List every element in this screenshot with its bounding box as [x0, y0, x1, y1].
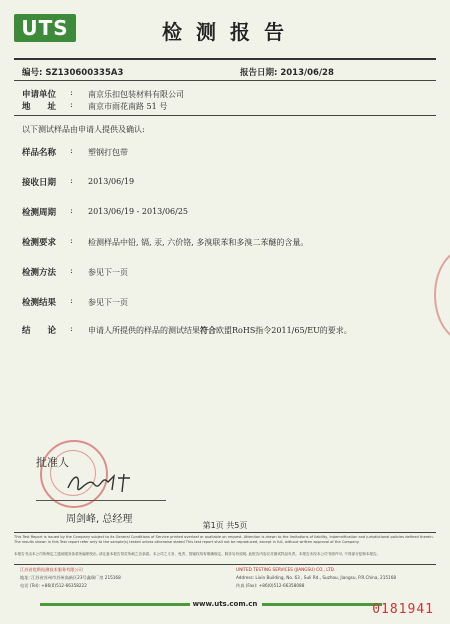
company-address-en: Address: Lixin Building, No. 63 , Suli Rd., Suzhou, Jiangsu, P.R.China, 215168 — [236, 575, 397, 580]
address-value: 南京市雨花南路 51 号 — [88, 102, 168, 111]
method-colon: : — [70, 266, 73, 276]
requirement-colon: : — [70, 236, 73, 246]
method-label: 检测方法 — [22, 268, 57, 278]
address-colon: : — [70, 100, 73, 110]
result-value: 参见下一页 — [88, 298, 128, 307]
received-colon: : — [70, 176, 73, 186]
company-phone: 电话 (Tel): +86(0)512-66358222 — [20, 583, 87, 588]
applicant-label: 申请单位 — [22, 90, 57, 100]
address-label: 地 址 — [22, 102, 57, 112]
applicant-value: 南京乐扣包装材料有限公司 — [88, 90, 184, 99]
company-name-en: UNITED TESTING SERVICES (JIANGSU) CO., LTD. — [236, 567, 336, 572]
company-address-cn: 地址: 江苏省苏州市苏州高新区23号鑫瑞厂房 215168 — [20, 575, 121, 580]
sample-colon: : — [70, 146, 73, 156]
conclusion-colon: : — [70, 324, 73, 334]
result-label: 检测结果 — [22, 298, 57, 308]
conclusion-prefix: 申请人所提供的样品的测试结果 — [88, 326, 200, 335]
handwritten-signature — [64, 470, 134, 494]
report-number: 编号: SZ130600335A3 — [22, 68, 124, 78]
received-value: 2013/06/19 — [88, 177, 135, 186]
test-period-label: 检测周期 — [22, 208, 57, 218]
header-rule — [14, 58, 436, 60]
report-date: 报告日期: 2013/06/28 — [240, 68, 334, 78]
method-value: 参见下一页 — [88, 268, 128, 277]
conclusion-suffix: 欧盟RoHS指令2011/65/EU的要求。 — [216, 326, 352, 335]
edge-seal-stamp — [434, 248, 450, 342]
uts-logo: UTS — [14, 14, 76, 42]
test-period-value: 2013/06/19 - 2013/06/25 — [88, 207, 189, 216]
page-number: 第1页 共5页 — [202, 521, 248, 530]
terms-chinese: 本报告书由本公司所制定之通用服务条款所编制发出, 请注意本报告背页所载之各条款。本公司之义务、免责、管辖权均有明确规定。除非另有说明, 此报告内容仅对测试样品负责。本报告未经本公司书面许可, 不得部分复制本报告。 — [14, 552, 381, 556]
footer-rule — [14, 532, 436, 533]
applicant-rule — [14, 115, 436, 116]
sample-value: 塑钢打包带 — [88, 148, 128, 157]
approver-label: 批准人 — [36, 456, 69, 469]
website-url: www.uts.com.cn — [192, 600, 258, 608]
test-period-colon: : — [70, 206, 73, 216]
applicant-colon: : — [70, 88, 73, 98]
received-label: 接收日期 — [22, 178, 57, 188]
conclusion-verdict: 符合 — [200, 325, 216, 335]
conclusion-label: 结 论 — [22, 326, 57, 336]
company-name-cn: 江苏省优斯检测技术服务有限公司 — [20, 567, 83, 572]
signature-line — [36, 500, 166, 501]
requirement-value: 检测样品中铅, 镉, 汞, 六价铬, 多溴联苯和多溴二苯醚的含量。 — [88, 238, 309, 247]
address-rule — [14, 564, 436, 565]
result-colon: : — [70, 296, 73, 306]
sample-label: 样品名称 — [22, 148, 57, 158]
header-rule-bottom — [14, 80, 436, 81]
serial-number: 0181941 — [372, 602, 434, 617]
conclusion-value — [88, 325, 352, 336]
requirement-label: 检测要求 — [22, 238, 57, 248]
intro-note: 以下测试样品由申请人提供及确认: — [22, 125, 145, 134]
terms-english: This Test Report is issued by the Company subject to its General Conditions of Service printed overleaf or available on request. Attention is drawn to the limitations of liability, indemnification and jurisdictional policies defined therein. The results shown in this Test report refer only to the sample(s) tested unless otherwise stated This test report shall not be reproduced, except in full, without written approval of the Company. — [14, 535, 434, 544]
company-fax: 传真 (Fax): +86(0)512-66358088 — [236, 583, 305, 588]
report-title: 检测报告 — [162, 20, 298, 44]
approver-name: 周剑峰, 总经理 — [66, 514, 133, 525]
